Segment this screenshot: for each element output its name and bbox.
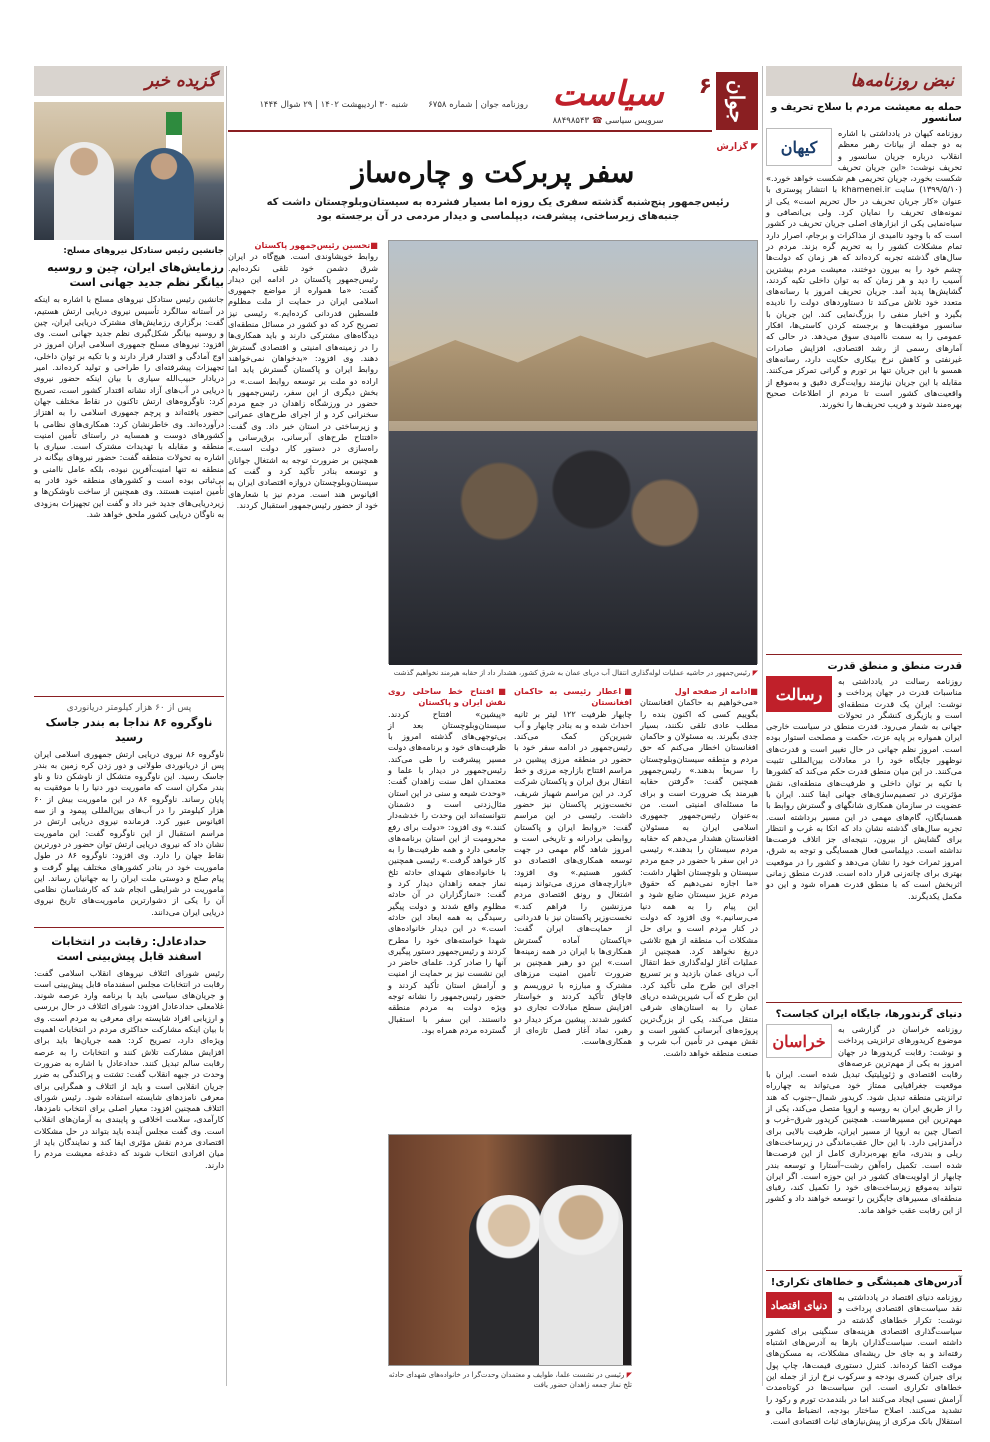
press-item-2 xyxy=(766,661,962,996)
press-item-1-headline: حمله به معیشت مردم با سلاح تحریف و سانسور xyxy=(770,102,962,124)
main-body-col-4: روابط خویشاوندی است. هیچ‌گاه در ایران شرق دشمن خود تلقی نکرده‌ایم. رئیس‌جمهور پاکستان در ادامه این دیدار گفت: «ما همواره از مواضع جمهوری اسلامی ایران در حمایت از ملت مظلوم فلسطین قدردانی کرده‌ایم.» رئیسی نیز تصریح کرد که دو کشور در مسائل منطقه‌ای دیدگاه‌های مشترکی دارند و باید همکاری‌ها را در زمینه‌های امنیتی و اقتصادی گسترش دهند. وی افزود: «بدخواهان نمی‌خواهند روابط ایران و پاکستان گسترش یابد اما اراده دو ملت بر توسعه روابط است.» در بخش دیگری از این سفر، رئیس‌جمهور با حضور در ورزشگاه زاهدان در جمع مردم سخنرانی کرد و از اجرای طرح‌های عمرانی و زیرساختی در استان خبر داد. وی گفت: «افتتاح طرح‌های آبرسانی، برق‌رسانی و راه‌سازی در دستور کار دولت است.» همچنین بر ضرورت توجه به اشتغال جوانان و توسعه بنادر تأکید کرد و گفت که سیستان‌وبلوچستان دروازه اقتصادی ایران به اقیانوس هند است. مردم نیز با شعارهای خود از حضور رئیس‌جمهور استقبال کردند. xyxy=(228,251,378,510)
khorasan-logo-text: خراسان xyxy=(772,1031,826,1051)
brand-logo xyxy=(716,72,758,130)
press-item-4-body: روزنامه دنیای اقتصاد در یادداشتی به نقد سیاست‌های اقتصادی پرداخت و نوشت: تکرار خطاهای گذشته در سیاست‌گذاری اقتصادی هزینه‌های سنگینی برای کشور داشته است. سیاست‌گذاران بارها به آدرس‌های اشتباه رفته‌اند و به جای حل ریشه‌ای مشکلات، به مسکن‌های موقت اکتفا کرده‌اند. کنترل دستوری قیمت‌ها، چاپ پول برای جبران کسری بودجه و سرکوب نرخ ارز از جمله این خطاهای تکراری است. این سیاست‌ها در کوتاه‌مدت آرامش نسبی ایجاد می‌کنند اما در بلندمدت تورم و رکود را تشدید می‌کنند. اصلاح ساختار بودجه، انضباط مالی و استقلال بانک مرکزی از پیش‌نیازهای ثبات اقتصادی است. xyxy=(766,1292,962,1427)
service-phone: ۸۸۴۹۸۵۴۳ xyxy=(552,116,590,126)
masthead-rule xyxy=(228,130,712,132)
left-news-3-body: رئیس شورای ائتلاف نیروهای انقلاب اسلامی گفت: رقابت در انتخابات مجلس اسفندماه قابل پیش‌بینی است و جریان‌های سیاسی باید با برنامه وارد عرصه شوند. غلامعلی حدادعادل افزود: شورای ائتلاف در حال بررسی و ارزیابی افراد شایسته برای معرفی به مردم است. وی با بیان اینکه مشارکت حداکثری مردم در انتخابات اهمیت ویژه‌ای دارد، تصریح کرد: همه جریان‌ها باید برای افزایش مشارکت تلاش کنند و انتخابات را به عرصه رقابت سالم تبدیل کنند. حدادعادل با اشاره به ضرورت وحدت در جبهه انقلاب گفت: تشتت و پراکندگی به ضرر جریان انقلابی است و باید از ائتلاف و همگرایی برای معرفی نامزدهای شایسته استفاده شود. رئیس شورای ائتلاف همچنین افزود: معیار اصلی برای انتخاب نامزدها، کارآمدی، سلامت اخلاقی و پایبندی به آرمان‌های انقلاب است. وی گفت مجلس آینده باید بتواند در حل مشکلات اقتصادی مردم نقش مؤثری ایفا کند و نمایندگان باید از میان افرادی انتخاب شوند که دغدغه معیشت مردم را دارند. xyxy=(34,967,224,1170)
divider xyxy=(766,1002,962,1003)
left-photo xyxy=(34,102,224,240)
issue-line: روزنامه جوان | شماره ۶۷۵۸ xyxy=(428,100,528,110)
divider xyxy=(766,1270,962,1271)
press-item-4 xyxy=(766,1277,962,1442)
main-body-col-3-text: «پیشین» افتتاح کردند. سیستان‌وبلوچستان بعد از بی‌توجهی‌های گذشته امروز با ظرفیت‌های خود و برنامه‌های دولت مسیر پیشرفت را طی می‌کند. رئیس‌جمهور در دیدار با علما و معتمدان اهل سنت زاهدان گفت: «وحدت شیعه و سنی در این استان مثال‌زدنی است و دشمنان نتوانسته‌اند این وحدت را خدشه‌دار کنند.» وی افزود: «دولت برای رفع محرومیت از این استان برنامه‌های جامعی دارد و همه ظرفیت‌ها را به کار خواهد گرفت.» رئیسی همچنین با خانواده‌های شهدای حادثه تلخ نماز جمعه زاهدان دیدار کرد و گفت: «نمازگزاران در آن حادثه مظلوم واقع شدند و دولت پیگیر رسیدگی به همه ابعاد این حادثه است.» در این دیدار خانواده‌های شهدا خواسته‌های خود را مطرح کردند و رئیس‌جمهور دستور پیگیری آنها را صادر کرد. علمای حاضر در این نشست نیز بر حمایت از امنیت و آرامش استان تأکید کردند و حضور رئیس‌جمهور را نشانه توجه ویژه دولت به مردم منطقه دانستند. این سفر با استقبال گسترده مردم همراه بود. xyxy=(388,708,506,1035)
service-label: سرویس سیاسی xyxy=(605,116,664,126)
main-body-col-1-text: «می‌خواهیم به حاکمان افغانستان بگوییم کسی که اکنون بنده را مطلب عادی تلقی نکنند، بسیار جدی بگیرند. به مسئولان و حاکمان افغانستان اخطار می‌کنم که حق مردم و منطقه سیستان‌وبلوچستان را سریعاً بدهند.» رئیس‌جمهور همچنین گفت: «گرفتن حقابه هیرمند یک ضرورت است و برای ما مسئله‌ای امنیتی است. من به‌عنوان رئیس‌جمهور جمهوری اسلامی ایران به مسئولان افغانستان هشدار می‌دهم که حقابه مردم سیستان را بدهند.» رئیسی در این سفر با حضور در جمع مردم سیستان و بلوچستان اظهار داشت: «ما اجازه نمی‌دهیم که حقوق مردم عزیز سیستان ضایع شود و این پیام را به همه دنیا می‌رسانیم.» وی افزود که دولت در کنار مردم است و برای حل مشکلات آب منطقه از هیچ تلاشی دریغ نخواهد کرد. همچنین از عملیات آغاز لوله‌گذاری خط انتقال آب دریای عمان بازدید و بر تسریع اجرای این طرح ملی تأکید کرد. این طرح که آب شیرین‌شده دریای عمان را به استان‌های شرقی منتقل می‌کند، یکی از بزرگ‌ترین پروژه‌های آبرسانی کشور است و نقش مهمی در تأمین آب شرب و صنعت منطقه خواهد داشت. xyxy=(640,697,758,1058)
kicker xyxy=(716,142,758,152)
kayhan-logo-text: کیهان xyxy=(780,137,818,157)
main-body-col-2 xyxy=(514,686,632,1126)
second-photo-figure-2 xyxy=(539,1185,623,1365)
column-separator xyxy=(762,66,763,1386)
subhead-marker: ■تحسین رئیس‌جمهور پاکستان xyxy=(254,240,378,250)
press-item-2-headline: قدرت منطق و منطق قدرت xyxy=(827,661,962,672)
second-photo-caption-text: رئیسی در نشست علما، طوایف و معتمدان وحدت‌گرا در خانواده‌های شهدای حادثه تلخ نماز جمعه زاهدان حضور یافت xyxy=(388,1371,632,1389)
section-logo: سیاست xyxy=(552,74,664,114)
main-photo xyxy=(388,240,758,664)
right-section-title: نبض روزنامه‌ها xyxy=(766,66,962,96)
main-side-column xyxy=(228,240,378,1380)
left-photo-figure xyxy=(54,142,114,240)
resalat-logo-text: رسالت xyxy=(775,684,823,704)
second-photo-figure xyxy=(469,1195,549,1365)
press-item-4-headline: آدرس‌های همیشگی و خطاهای تکراری! xyxy=(770,1277,962,1288)
left-photo-caption: جانشین رئیس ستادکل نیروهای مسلح: xyxy=(63,246,224,256)
main-body-col-4-subhead xyxy=(228,240,378,251)
caption-mark-icon: ◤ xyxy=(626,1371,632,1379)
second-photo-caption xyxy=(388,1370,632,1390)
date-line: شنبه ۳۰ اردیبهشت ۱۴۰۲ | ۲۹ شوال ۱۴۴۴ xyxy=(259,100,408,110)
divider xyxy=(34,696,224,697)
left-news-1-headline: رزمایش‌های ایران، چین و روسیه بیانگر نظم جدید جهانی است xyxy=(47,261,224,290)
main-story xyxy=(228,138,758,1388)
left-news-3-headline: حدادعادل: رقابت در انتخابات اسفند قابل پیش‌بینی است xyxy=(51,934,207,963)
press-item-1 xyxy=(766,102,962,648)
photo-crowd xyxy=(389,431,757,665)
press-item-1-body: روزنامه کیهان در یادداشتی با اشاره به دو جمله از بیانات رهبر معظم انقلاب درباره جریان سانسور و تحریف نوشت: «این جریان تحریف شکست بخورد، جریان تحریمی هم شکست خواهد خورد.» (۱۳۹۹/۵/۱۰) سایت khamenei.ir با انتشار پوستری با عنوان «کار جریان تحریف در حال تحریم است» یکی از نمونه‌های تحریف را نمایان کرد. ولی بی‌انصافی و سیاه‌نمایی یکی از ابزارهای اصلی جریان تحریف در کشور است که با وجود ناامیدی از مذاکرات و برجام، اصرار دارد تمام مشکلات کشور را به تحریم گره بزند. مردم در سال‌های گذشته تجربه کرده‌اند که هر زمان که دولت‌ها چشم خود را به بیرون دوختند، معیشت مردم بیشترین آسیب را دید و هر زمان که به توان داخلی تکیه کردند، گشایش‌ها پدید آمد. جریان تحریف امروز با رسانه‌های متعدد خود تلاش می‌کند تا دستاوردهای دولت را نادیده بگیرد و اخبار منفی را بزرگ‌نمایی کند. این جریان با سانسور موفقیت‌ها و برجسته کردن کاستی‌ها، افکار عمومی را به سمت ناامیدی سوق می‌دهد. در حالی که آمارهای رسمی از رشد اقتصادی، افزایش صادرات غیرنفتی و کاهش نرخ بیکاری حکایت دارد، رسانه‌های همسو با این جریان تنها بر تورم و گرانی تمرکز می‌کنند. مقابله با این جریان نیازمند روایت‌گری دقیق و به‌موقع از واقعیت‌های کشور است تا مردم از اطلاعات صحیح بهره‌مند شوند و فریب تحریف‌ها را نخورند. xyxy=(766,128,962,410)
main-lead: رئیس‌جمهور پنج‌شنبه گذشته سفری یک روزه اما بسیار فشرده به سیستان‌وبلوچستان داشت که جنبه‌های زیرساختی، پیشرفت، دیپلماسی و دیدار مردمی در آن برجسته بود xyxy=(266,197,730,222)
main-subhead-2: ■اعطار رئیسی به حاکمان افغانستان xyxy=(514,686,632,708)
main-photo-caption xyxy=(388,668,758,678)
main-headline: سفر پربرکت و چاره‌ساز xyxy=(351,156,635,189)
left-news-2-body: ناوگروه ۸۶ نیروی دریایی ارتش جمهوری اسلامی ایران پس از دریانوردی طولانی و دور زدن کره زمین به بندر جاسک رسید. این ناوگروه متشکل از ناوشکن دنا و ناو بندر مکران است که ماموریت دور دنیا را با موفقیت به پایان رساند. ناوگروه ۸۶ در این ماموریت بیش از ۶۰ هزار کیلومتر را در آب‌های بین‌المللی پیمود و از سه اقیانوس عبور کرد. فرمانده نیروی دریایی ارتش در مراسم استقبال از این ناوگروه گفت: این ماموریت نشان داد که نیروی دریایی ارتش توان حضور در دورترین نقاط جهان را دارد. وی افزود: ناوگروه ۸۶ در طول ماموریت خود در بنادر کشورهای مختلف پهلو گرفت و پیام صلح و دوستی ملت ایران را به جهانیان رساند. این ماموریت در شرایطی انجام شد که کارشناسان نظامی آن را یکی از دشوارترین ماموریت‌های تاریخ نیروی دریایی ایران می‌دانند. xyxy=(34,748,225,917)
brand-name: جوان xyxy=(725,79,749,123)
kayhan-logo xyxy=(766,128,832,166)
donya-eqtesad-logo-text: دنیای اقتصاد xyxy=(770,1298,828,1312)
main-subhead-1: ■ادامه از صفحه اول xyxy=(674,686,758,696)
divider xyxy=(766,654,962,655)
resalat-logo xyxy=(766,676,832,712)
left-news-2-kicker: پس از ۶۰ هزار کیلومتر دریانوردی xyxy=(66,703,192,714)
press-item-3-body: روزنامه خراسان در گزارشی به موضوع کریدورهای ترانزیتی پرداخت و نوشت: رقابت کریدورها در جهان امروز به یکی از مهم‌ترین عرصه‌های رقابت اقتصادی و ژئوپلیتیک تبدیل شده است. ایران با موقعیت جغرافیایی ممتاز خود می‌تواند به چهارراه ترانزیتی منطقه تبدیل شود. کریدور شمال–جنوب که هند را از طریق ایران به روسیه و اروپا متصل می‌کند، یکی از مهم‌ترین این مسیرهاست. همچنین کریدور شرق–غرب و اتصال چین به اروپا از مسیر ایران، ظرفیت بالایی برای درآمدزایی دارد. با این حال عقب‌ماندگی در زیرساخت‌های ریلی و بندری، مانع بهره‌برداری کامل از این فرصت‌ها شده است. تکمیل راه‌آهن رشت–آستارا و توسعه بندر چابهار از اولویت‌های کشور در این حوزه است. اگر ایران نتواند به‌موقع زیرساخت‌های خود را تکمیل کند، رقبای منطقه‌ای مسیرهای جایگزین را توسعه خواهند داد و کشور از این رقابت عقب خواهد ماند. xyxy=(766,1024,962,1215)
caption-mark-icon: ◤ xyxy=(752,669,758,677)
divider xyxy=(34,927,224,928)
press-item-3-headline: دنیای گرندورها، جایگاه ایران کجاست؟ xyxy=(775,1009,962,1020)
right-column xyxy=(766,66,962,1427)
column-separator xyxy=(226,66,227,1386)
left-column xyxy=(34,66,224,1386)
left-news-1-body: جانشین رئیس ستادکل نیروهای مسلح با اشاره به اینکه در آستانه سالگرد تأسیس نیروی دریایی ارتش هستیم، گفت: برگزاری رزمایش‌های مشترک دریایی ایران، چین و روسیه بیانگر شکل‌گیری نظم جدید جهانی است. وی افزود: نیروهای مسلح جمهوری اسلامی ایران امروز در اوج آمادگی و اقتدار قرار دارند و با تکیه بر توان داخلی، تجهیزات پیشرفته‌ای را طراحی و تولید کرده‌اند. امیر دریادار حبیب‌الله سیاری با بیان اینکه حضور نیروی دریایی در آب‌های آزاد نشانه اقتدار کشور است، تصریح کرد: ناوگروه‌های ارتش تاکنون در نقاط مختلف جهان حضور یافته‌اند و پرچم جمهوری اسلامی را به اهتزاز درآورده‌اند. وی خاطرنشان کرد: همکاری‌های نظامی با کشورهای دوست و همسایه در راستای تأمین امنیت منطقه و مقابله با تهدیدات مشترک است. سیاری با اشاره به تحولات منطقه گفت: حضور نیروهای بیگانه در منطقه نه تنها امنیت‌آفرین نبوده، بلکه عامل ناامنی و بی‌ثباتی بوده است و کشورهای منطقه خود قادر به تأمین امنیت هستند. وی همچنین از ساخت ناوشکن‌ها و زیردریایی‌های جدید خبر داد و گفت این تجهیزات به‌زودی به ناوگان دریایی کشور ملحق خواهد شد. xyxy=(34,294,224,519)
left-photo-figure-2 xyxy=(134,148,194,240)
main-body-col-1 xyxy=(640,686,758,1386)
main-body-col-2-text: چابهار ظرفیت ۱۲۲ لیتر بر ثانیه احداث شده و به بنادر چابهار و آب شیرین‌کن کمک می‌کند. رئیس‌جمهور در ادامه سفر خود با حضور در منطقه مرزی پیشین در مراسم افتتاح بازارچه مرزی و خط انتقال برق ایران و پاکستان شرکت کرد. در این مراسم شهباز شریف، نخست‌وزیر پاکستان نیز حضور داشت. رئیسی در این مراسم گفت: «روابط ایران و پاکستان روابطی برادرانه و تاریخی است و امروز شاهد گام مهمی در جهت توسعه همکاری‌های اقتصادی دو کشور هستیم.» وی افزود: «بازارچه‌های مرزی می‌تواند زمینه اشتغال و رونق اقتصادی مردم مرزنشین را فراهم کند.» نخست‌وزیر پاکستان نیز با قدردانی از حمایت‌های ایران گفت: «پاکستان آماده گسترش همکاری‌ها با ایران در همه زمینه‌ها است.» این دو رهبر همچنین بر ضرورت تأمین امنیت مرزهای مشترک و مبارزه با تروریسم و قاچاق تأکید کردند و خواستار افزایش سطح مبادلات تجاری دو کشور شدند. پیشین مرکز دیدار دو رهبر، نماد آغاز فصل تازه‌ای از همکاری‌هاست. xyxy=(514,708,632,1047)
left-section-title: گزیده خبر xyxy=(34,66,224,96)
main-body-col-3 xyxy=(388,686,506,1126)
phone-icon: ☎ xyxy=(591,116,603,126)
kicker-label: گزارش xyxy=(716,142,748,152)
masthead xyxy=(228,72,758,134)
donya-eqtesad-logo xyxy=(766,1292,832,1318)
main-photo-caption-text: رئیس‌جمهور در حاشیه عملیات لوله‌گذاری انتقال آب دریای عمان به شرق کشور، هشدار داد از حقابه هیرمند نخواهیم گذشت xyxy=(393,669,751,677)
second-photo xyxy=(388,1134,632,1366)
khorasan-logo xyxy=(766,1024,832,1058)
kicker-mark-icon: ◤ xyxy=(751,142,758,152)
page-number: ۶ xyxy=(698,74,712,99)
left-news-2-headline: ناوگروه ۸۶ نداجا به بندر جاسک رسید xyxy=(45,715,213,744)
main-subhead-3: ■افتتاح خط ساحلی روی نقش ایران و پاکستان xyxy=(388,686,506,708)
service-line xyxy=(538,116,678,126)
press-item-2-body: روزنامه رسالت در یادداشتی به مناسبات قدرت در جهان پرداخت و نوشت: ایران یک قدرت منطقه‌ای است و بازیگری کنشگر در تحولات جهانی به شمار می‌رود. قدرت منطق در سیاست خارجی ایران همواره بر پایه عزت، حکمت و مصلحت استوار بوده است. امروز نظم جهانی در حال تغییر است و قدرت‌های نوظهور جایگاه خود را در معادلات بین‌المللی تثبیت می‌کنند. در این میان منطق قدرت حکم می‌کند که کشورها با تکیه بر توان داخلی و ظرفیت‌های منطقه‌ای، نقش مؤثرتری در تصمیم‌سازی‌های جهانی ایفا کنند. ایران با عضویت در سازمان همکاری شانگهای و گسترش روابط با همسایگان، گام‌های مهمی در این مسیر برداشته است. تجربه سال‌های گذشته نشان داد که اتکا به غرب و انتظار برای گشایش از بیرون، نتیجه‌ای جز اتلاف فرصت‌ها نداشته است. دیپلماسی فعال همسایگی و توجه به شرق، امروز ثمرات خود را نشان می‌دهد و کشور را در موقعیت بهتری برای چانه‌زنی قرار داده است. قدرت منطق زمانی اثربخش است که با منطق قدرت همراه شود و این دو مکمل یکدیگرند. xyxy=(766,676,962,901)
press-item-3 xyxy=(766,1009,962,1264)
